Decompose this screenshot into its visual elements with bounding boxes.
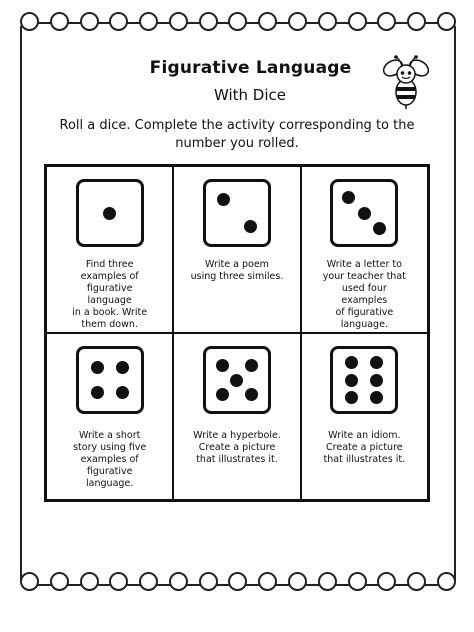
instructions-text: Roll a dice. Complete the activity corresponding to the number you rolled. bbox=[59, 118, 415, 151]
binder-ring-icon bbox=[258, 12, 277, 31]
binder-ring-icon bbox=[288, 12, 307, 31]
binder-ring-icon bbox=[228, 572, 247, 591]
die-pip bbox=[116, 386, 129, 399]
die-pip bbox=[230, 374, 243, 387]
die-pip bbox=[244, 220, 257, 233]
activity-text-1: Find three examples of figurative language in a book. Write them down. bbox=[72, 259, 148, 330]
activity-text-5: Write a hyperbole. Create a picture that illustrates it. bbox=[193, 430, 281, 465]
binder-ring-icon bbox=[20, 572, 39, 591]
binder-ring-icon bbox=[169, 572, 188, 591]
worksheet-title: Figurative Language bbox=[149, 58, 352, 78]
activity-text-3: Write a letter to your teacher that used four examples of figurative language. bbox=[322, 259, 406, 330]
die-pip bbox=[370, 356, 383, 369]
dice-activity-grid bbox=[44, 164, 430, 502]
die-pip bbox=[217, 193, 230, 206]
binder-ring-icon bbox=[50, 572, 69, 591]
binder-ring-icon bbox=[169, 12, 188, 31]
activity-text-6: Write an idiom. Create a picture that illustrates it. bbox=[323, 430, 406, 465]
die-pip bbox=[245, 359, 258, 372]
binder-ring-icon bbox=[50, 12, 69, 31]
activity-cell-4 bbox=[46, 333, 173, 500]
binder-ring-icon bbox=[348, 572, 367, 591]
binder-ring-icon bbox=[109, 12, 128, 31]
worksheet-subtitle: With Dice bbox=[213, 86, 287, 104]
binder-ring-icon bbox=[437, 572, 456, 591]
binder-ring-icon bbox=[20, 12, 39, 31]
activity-cell-5 bbox=[173, 333, 300, 500]
binder-ring-icon bbox=[80, 12, 99, 31]
binder-ring-icon bbox=[407, 572, 426, 591]
die-pip bbox=[345, 391, 358, 404]
die-pip bbox=[245, 388, 258, 401]
binder-ring-icon bbox=[109, 572, 128, 591]
activity-cell-3 bbox=[301, 166, 428, 333]
die-face-six-icon bbox=[330, 346, 398, 414]
binder-ring-icon bbox=[348, 12, 367, 31]
activity-cell-6 bbox=[301, 333, 428, 500]
binder-ring-icon bbox=[318, 12, 337, 31]
die-face-three-icon bbox=[330, 179, 398, 247]
binder-ring-icon bbox=[80, 572, 99, 591]
binder-ring-icon bbox=[377, 572, 396, 591]
binder-ring-icon bbox=[139, 572, 158, 591]
die-pip bbox=[370, 391, 383, 404]
bee-icon bbox=[375, 50, 435, 110]
binder-ring-icon bbox=[199, 12, 218, 31]
die-pip bbox=[358, 207, 371, 220]
binder-ring-icon bbox=[199, 572, 218, 591]
binder-ring-icon bbox=[437, 12, 456, 31]
die-pip bbox=[216, 359, 229, 372]
die-face-five-icon bbox=[203, 346, 271, 414]
die-face-one-icon bbox=[76, 179, 144, 247]
die-pip bbox=[91, 386, 104, 399]
die-face-two-icon bbox=[203, 179, 271, 247]
binder-ring-icon bbox=[288, 572, 307, 591]
binder-ring-icon bbox=[377, 12, 396, 31]
die-pip bbox=[342, 191, 355, 204]
die-pip bbox=[370, 374, 383, 387]
activity-text-4: Write a short story using five examples of figurative language. bbox=[73, 430, 147, 489]
binder-rings-bottom bbox=[20, 572, 456, 591]
binder-ring-icon bbox=[228, 12, 247, 31]
binder-ring-icon bbox=[318, 572, 337, 591]
activity-text-2: Write a poem using three similes. bbox=[190, 259, 284, 282]
die-pip bbox=[345, 374, 358, 387]
die-pip bbox=[91, 361, 104, 374]
binder-ring-icon bbox=[258, 572, 277, 591]
activity-cell-1 bbox=[46, 166, 173, 333]
die-pip bbox=[216, 388, 229, 401]
activity-cell-2 bbox=[173, 166, 300, 333]
die-pip bbox=[373, 222, 386, 235]
die-pip bbox=[116, 361, 129, 374]
binder-ring-icon bbox=[407, 12, 426, 31]
die-face-four-icon bbox=[76, 346, 144, 414]
binder-ring-icon bbox=[139, 12, 158, 31]
die-pip bbox=[345, 356, 358, 369]
binder-rings-top bbox=[20, 12, 456, 31]
die-pip bbox=[103, 207, 116, 220]
